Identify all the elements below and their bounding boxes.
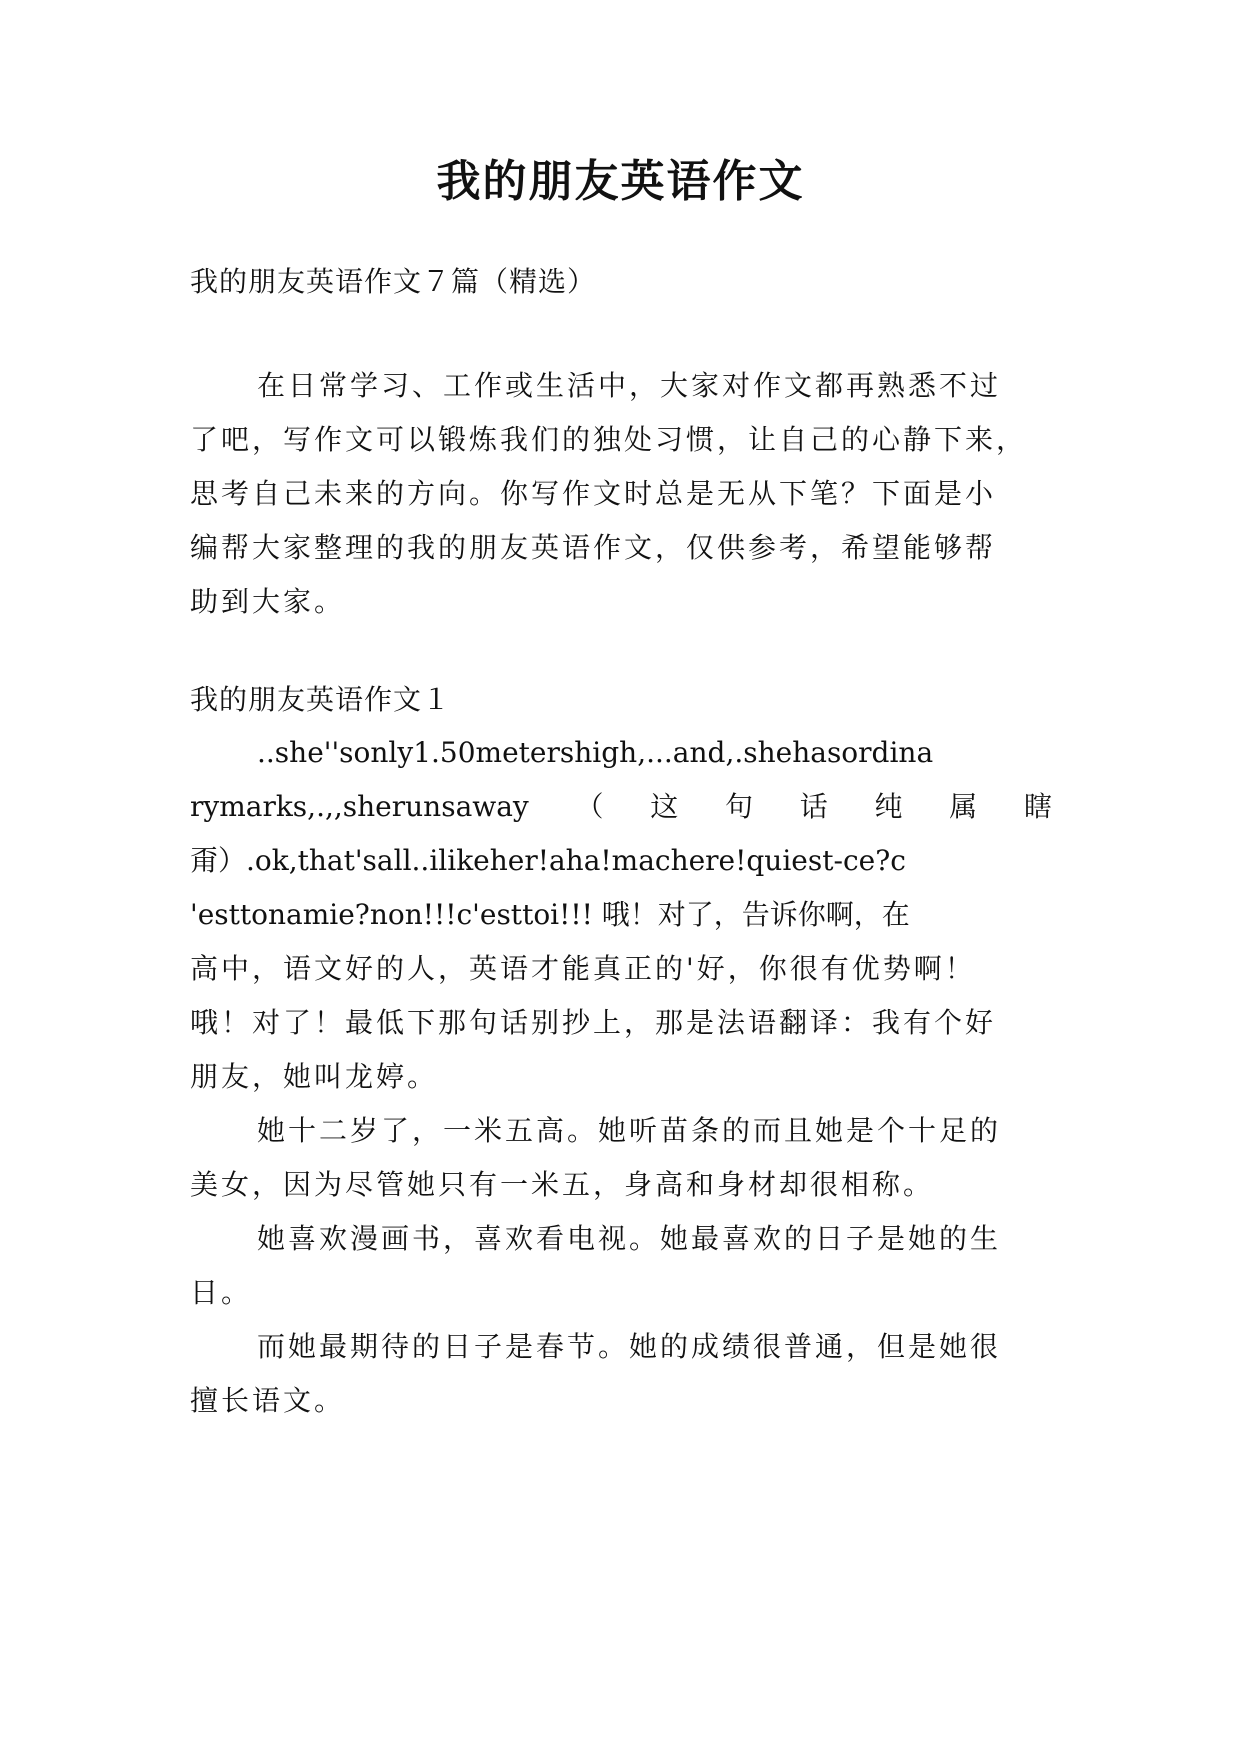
paragraph-line: 而她最期待的日子是春节。她的成绩很普通，但是她很 — [257, 1330, 1002, 1363]
intro-line: 思考自己未来的方向。你写作文时总是无从下笔？下面是小 — [190, 477, 997, 510]
paragraph-line: 她十二岁了，一米五高。她听苗条的而且她是个十足的 — [257, 1114, 1002, 1147]
essay-word: 纯 — [874, 790, 903, 823]
essay-line: 朋友，她叫龙婷。 — [190, 1060, 439, 1093]
essay-line: 甭）.ok,that'sall..ilikeher!aha!machere!quiest-ce?c — [190, 844, 906, 877]
essay-word: 瞎 — [1023, 790, 1052, 823]
essay-word: 句 — [724, 790, 753, 823]
paragraph-line: 她喜欢漫画书，喜欢看电视。她最喜欢的日子是她的生 — [257, 1222, 1002, 1255]
essay-word: 这 — [650, 790, 679, 823]
essay-line — [190, 787, 1052, 827]
intro-line: 助到大家。 — [190, 585, 346, 618]
intro-line: 了吧，写作文可以锻炼我们的独处习惯，让自己的心静下来， — [190, 423, 1028, 456]
essay-word: 话 — [799, 790, 828, 823]
paragraph-line: 日。 — [190, 1276, 253, 1309]
essay-line: 高中，语文好的人，英语才能真正的'好，你很有优势啊！ — [190, 952, 976, 985]
intro-line: 编帮大家整理的我的朋友英语作文，仅供参考，希望能够帮 — [190, 531, 997, 564]
essay-word: （ — [575, 790, 604, 823]
section-heading: 我的朋友英语作文１ — [190, 683, 452, 716]
essay-line: 哦！对了！最低下那句话别抄上，那是法语翻译：我有个好 — [190, 1006, 997, 1039]
intro-line: 在日常学习、工作或生活中，大家对作文都再熟悉不过 — [257, 369, 1002, 402]
document-subtitle: 我的朋友英语作文７篇（精选） — [190, 265, 597, 298]
paragraph-line: 美女，因为尽管她只有一米五，身高和身材却很相称。 — [190, 1168, 935, 1201]
essay-word: rymarks,.,,sherunsaway — [190, 790, 529, 823]
essay-word: 属 — [949, 790, 978, 823]
paragraph-line: 擅长语文。 — [190, 1384, 346, 1417]
essay-line: ..she''sonly1.50metershigh,...and,.shehasordina — [257, 736, 934, 769]
essay-line: 'esttonamie?non!!!c'esttoi!!! 哦！对了，告诉你啊，在 — [190, 898, 910, 931]
document-title: 我的朋友英语作文 — [436, 156, 805, 207]
